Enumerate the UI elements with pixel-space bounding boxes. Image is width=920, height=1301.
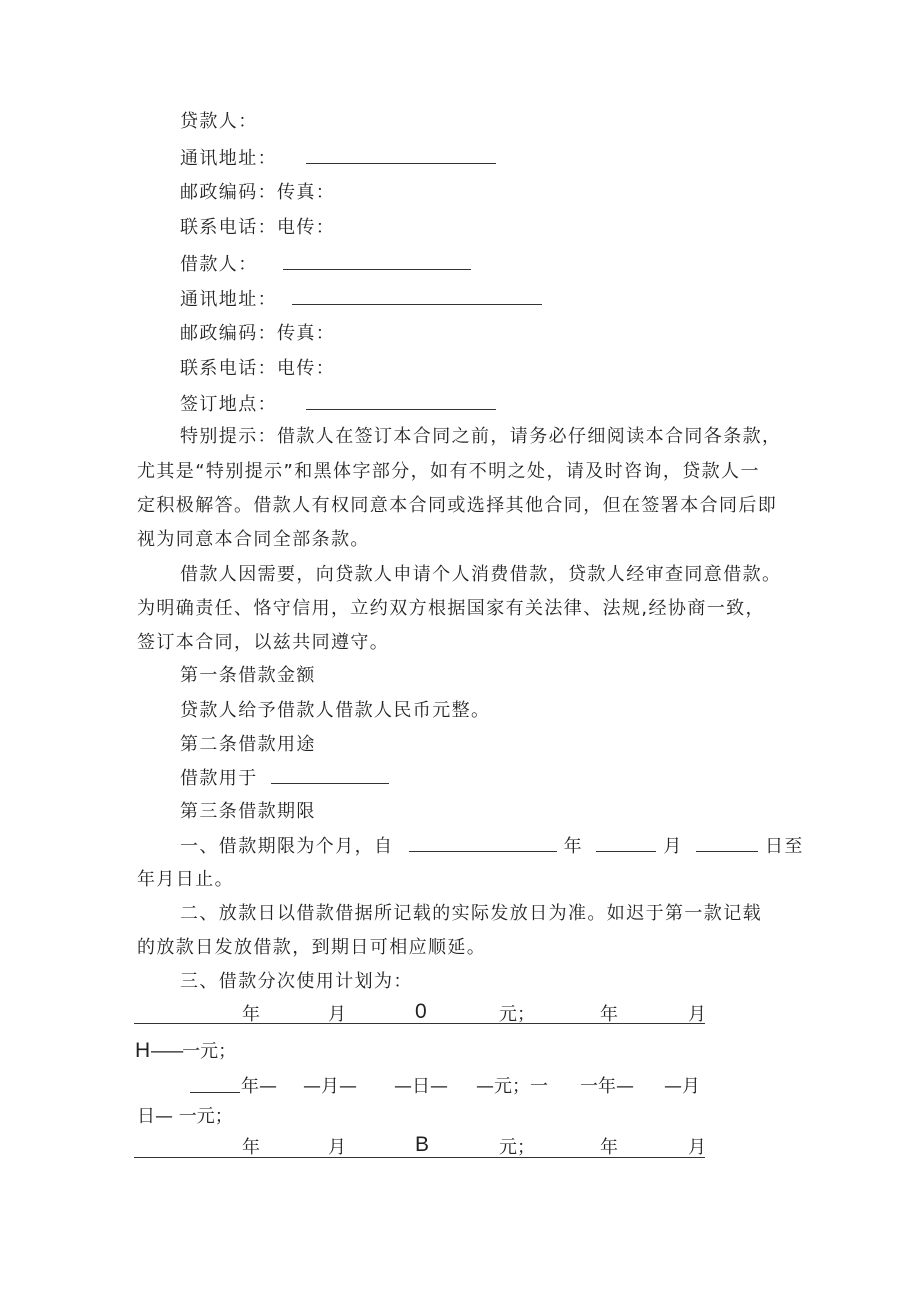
plan-row1-mark: 0: [415, 1000, 427, 1023]
borrower-label: 借款人：: [180, 254, 258, 275]
plan-row3-blank[interactable]: [190, 1075, 240, 1093]
borrower-postal-fax: 邮政编码：传真：: [180, 323, 336, 344]
plan-row1-month2: 月: [688, 1004, 706, 1025]
start-month-blank[interactable]: [596, 834, 656, 852]
lender-address-blank[interactable]: [306, 146, 496, 164]
article-3-title: 第三条借款期限: [180, 801, 316, 822]
lender-label: 贷款人：: [180, 111, 258, 132]
plan-row3-year2: 一年—: [580, 1076, 634, 1097]
plan-row3-month: —月—: [303, 1076, 357, 1097]
plan-row5-yuan: 元；: [499, 1137, 535, 1158]
plan-row1-yuan: 元；: [499, 1004, 535, 1025]
plan-row3-blank-wrap: [190, 1075, 240, 1100]
lender-phone-telex: 联系电话：电传：: [180, 217, 336, 238]
plan-row5-year: 年: [242, 1137, 260, 1158]
plan-row5-rule: [134, 1157, 705, 1158]
borrower-address-label: 通讯地址：: [180, 289, 277, 310]
plan-row3-month2: —月: [664, 1076, 700, 1097]
sign-place-label: 签订地点：: [180, 394, 277, 415]
article-2-title: 第二条借款用途: [180, 734, 316, 755]
start-year-blank[interactable]: [409, 834, 557, 852]
start-day-blank[interactable]: [696, 834, 758, 852]
plan-row5-month2: 月: [688, 1137, 706, 1158]
plan-row1-year: 年: [242, 1004, 260, 1025]
borrower-address-blank[interactable]: [292, 287, 542, 305]
sign-place-row: [180, 392, 496, 417]
notice-line-2: 尤其是“特别提示”和黑体字部分，如有不明之处，请及时咨询，贷款人一: [137, 461, 760, 482]
lender-address-label: 通讯地址：: [180, 148, 277, 169]
plan-row5-mark: B: [415, 1133, 430, 1156]
plan-row4: 日— 一元；: [137, 1106, 233, 1127]
plan-row3-yuan: —元；一: [476, 1076, 548, 1097]
plan-row5-month: 月: [328, 1137, 346, 1158]
plan-row1-rule: [134, 1023, 705, 1024]
plan-row1-month: 月: [328, 1004, 346, 1025]
term-month: 月: [663, 836, 683, 857]
term-row: [180, 834, 804, 859]
borrower-row: [180, 252, 471, 277]
term-year: 年: [563, 836, 584, 857]
term-day-to: 日至: [764, 836, 804, 857]
clause-2-line-1: 二、放款日以借款借据所记载的实际发放日为准。如迟于第一款记载: [180, 903, 762, 924]
intro-line-1: 借款人因需要，向贷款人申请个人消费借款，贷款人经审查同意借款。: [180, 564, 782, 585]
lender-postal-fax: 邮政编码：传真：: [180, 182, 336, 203]
loan-purpose-blank[interactable]: [271, 766, 389, 784]
borrower-blank[interactable]: [283, 252, 471, 270]
plan-row3-year: 年—: [241, 1076, 277, 1097]
plan-row3-day: —日—: [394, 1076, 448, 1097]
intro-line-2: 为明确责任、恪守信用，立约双方根据国家有关法律、法规,经协商一致，: [137, 598, 765, 619]
plan-row2-mark: H: [135, 1039, 151, 1062]
intro-line-3: 签订本合同，以兹共同遵守。: [137, 632, 390, 653]
article-1-text: 贷款人给予借款人借款人民币元整。: [180, 700, 491, 721]
term-text: 一、借款期限为个月，自: [180, 836, 394, 857]
borrower-phone-telex: 联系电话：电传：: [180, 358, 336, 379]
notice-line-1: 特别提示：借款人在签订本合同之前，请务必仔细阅读本合同各条款，: [180, 426, 782, 447]
notice-line-3: 定积极解答。借款人有权同意本合同或选择其他合同，但在签署本合同后即: [137, 495, 778, 516]
clause-2-line-2: 的放款日发放借款，到期日可相应顺延。: [137, 937, 487, 958]
clause-3-title: 三、借款分次使用计划为：: [180, 971, 413, 992]
article-2-row: [180, 766, 389, 791]
notice-line-4: 视为同意本合同全部条款。: [137, 529, 370, 550]
article-1-title: 第一条借款金额: [180, 665, 316, 686]
sign-place-blank[interactable]: [306, 392, 496, 410]
borrower-address-row: [180, 287, 542, 312]
term-end: 年月日止。: [137, 869, 234, 890]
lender-address-row: [180, 146, 496, 171]
plan-row2-text: 一元；: [182, 1041, 237, 1062]
plan-row1-year2: 年: [600, 1004, 618, 1025]
plan-row2: H——一元；: [135, 1039, 237, 1062]
plan-row5-year2: 年: [600, 1137, 618, 1158]
article-2-text: 借款用于: [180, 768, 258, 789]
